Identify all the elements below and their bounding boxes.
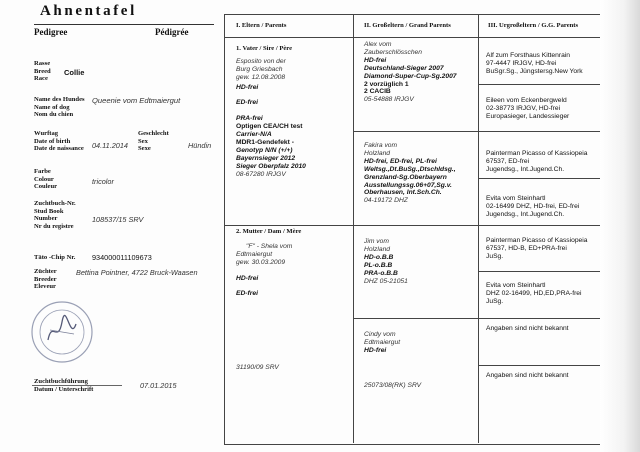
grandparent-3-cell: Jim vom Holzland HD-o.B.B PL-o.B.B PRA-o.B.B DHZ 05-21051	[364, 238, 408, 285]
pedigree-label-en: Pedigree	[34, 27, 68, 37]
breeder-value: Bettina Pointner, 4722 Bruck-Waasen	[76, 268, 198, 277]
signature-line	[32, 385, 122, 386]
greatgrandparent-5-cell: Painterman Picasso of Kassiopeia 67537, HD-B, ED+PRA-frei JuSg.	[486, 237, 588, 260]
greatgrandparent-4-cell: Evita vom Steinhartl 02-16499 DHZ, HD-frei, ED-frei Jugendsg., Int.Jugend.Ch.	[486, 195, 580, 218]
grandparent-4-reg: 25073/08(RK) SRV	[364, 382, 422, 389]
dam-cell: 2. Mutter / Dam / Mère "F" - Shela vom Edtmaiergut gew. 30.03.2009 HD-frei ED-frei	[236, 228, 302, 298]
greatgrandparent-8-cell: Angaben sind nicht bekannt	[486, 372, 569, 379]
dob-labels: Wurftag Date of birth Date de naissance	[34, 130, 84, 153]
row-divider	[478, 271, 601, 272]
studbook-labels: Zuchtbuch-Nr. Stud Book Number Nr du registre	[34, 200, 76, 230]
breeder-labels: Züchter Breeder Eleveur	[34, 268, 57, 291]
grandparent-4-cell: Cindy vom Edtmaiergut HD-frei	[364, 331, 401, 354]
col-header-grandparents: II. Großeltern / Grand Parents	[364, 22, 451, 29]
name-labels: Name des Hundes Name of dog Nom du chien	[34, 96, 85, 119]
scan-shadow-edge	[600, 0, 640, 452]
header-divider	[224, 37, 601, 38]
pedigree-label-fr: Pédigrée	[155, 27, 189, 37]
document-title: Ahnentafel	[40, 3, 137, 19]
row-divider	[224, 225, 601, 226]
sire-cell: 1. Vater / Sire / Père Esposito von der Burg Griesbach gew. 12.08.2008 HD-frei ED-frei PRA-frei Optigen CEA/CH test Carrier-N/A MDR1-Gendefekt - Genotyp N/N (+/+) Bayernsieger 2012 Sieger Oberpfalz 2010 08-67280 IRJGV	[236, 45, 306, 178]
sex-labels: Geschlecht Sex Sexe	[138, 130, 169, 153]
chip-value: 934000011109673	[92, 253, 152, 262]
greatgrandparent-6-cell: Evita vom Steinhartl DHZ 02-16499, HD,ED,PRA-frei JuSg.	[486, 282, 582, 305]
dam-heading: 2. Mutter / Dam / Mère	[236, 228, 302, 235]
row-divider	[478, 178, 601, 179]
col-header-greatgrandparents: III. Urgroßeltern / G.G. Parents	[488, 22, 579, 29]
dam-reg: 31190/09 SRV	[236, 364, 279, 371]
grandparent-2-cell: Fakira vom Holzland HD-frei, ED-frei, PL-frei Weltsg.,Dt.BuSg.,Dtschldsg., Grenzland-Sg.Oberbayern Ausstellungssg.06+07,Sg.v. Oberhausen, Int.Sch.Ch. 04-19172 DHZ	[364, 142, 456, 205]
column-divider	[353, 14, 354, 443]
breed-labels: Rasse Breed Race	[34, 60, 51, 83]
row-divider	[478, 84, 601, 85]
color-labels: Farbe Colour Couleur	[34, 168, 58, 191]
row-divider	[353, 318, 601, 319]
greatgrandparent-1-cell: Alf zum Forsthaus Kittenrain 97-4447 IRJGV, HD-frei BuSgr.Sg., Jüngstersg.New York	[486, 52, 583, 75]
color-value: tricolor	[92, 177, 114, 186]
title-divider	[34, 24, 214, 25]
greatgrandparent-2-cell: Eileen vom Eckenbergweld 02-38773 IRJGV, HD-frei Europasieger, Landessieger	[486, 97, 570, 120]
sire-heading: 1. Vater / Sire / Père	[236, 45, 293, 52]
row-divider	[353, 131, 601, 132]
dog-name-value: Queenie vom Edtmaiergut	[92, 96, 181, 105]
signature-labels: Zuchtbuchführung Datum / Unterschrift	[34, 378, 94, 393]
breed-value: Collie	[64, 68, 85, 77]
col-header-parents: I. Eltern / Parents	[236, 22, 287, 29]
column-divider	[478, 14, 479, 443]
grandparent-1-cell: Alex vom Zauberschlösschen HD-frei Deutschland-Sieger 2007 Diamond-Super-Cup-Sg.2007 2 vorzüglich 1 2 CACIB 05-54888 IRJGV	[364, 41, 457, 104]
chip-label: Täto -Chip Nr.	[34, 254, 76, 261]
greatgrandparent-3-cell: Painterman Picasso of Kassiopeia 67537, ED-frei Jugendsg., Int.Jugend.Ch.	[486, 150, 588, 173]
dob-value: 04.11.2014	[92, 141, 128, 150]
studbook-value: 108537/15 SRV	[92, 215, 144, 224]
seal-stamp-icon	[30, 300, 94, 364]
row-divider	[478, 365, 601, 366]
date-value: 07.01.2015	[140, 381, 177, 390]
greatgrandparent-7-cell: Angaben sind nicht bekannt	[486, 325, 569, 332]
sex-value: Hündin	[188, 141, 212, 150]
